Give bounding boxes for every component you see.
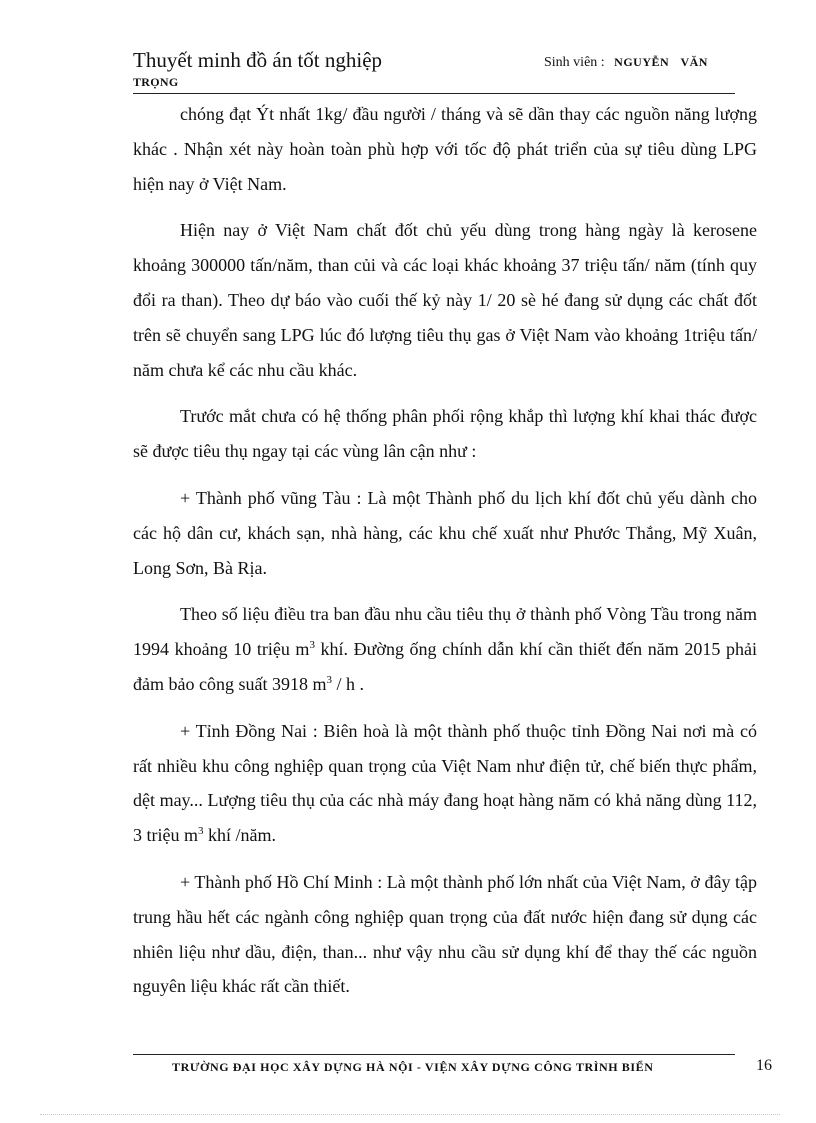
student-name: NGUYỄN VĂN	[614, 55, 708, 69]
p5-part-b: khí. Đường ống chính dẫn khí cần thiết đến năm 2015 phải đảm bảo công suất 3918 m	[133, 639, 757, 694]
footer-institution: TRƯỜNG ĐẠI HỌC XÂY DỰNG HÀ NỘI - VIỆN XÂY DỰNG CÔNG TRÌNH BIỂN	[172, 1060, 654, 1074]
footer-rule	[133, 1054, 735, 1055]
paragraph-6	[133, 714, 757, 853]
page-bottom-border	[40, 1114, 780, 1115]
p5-part-c: / h .	[331, 673, 364, 694]
paragraph-2: Hiện nay ở Việt Nam chất đốt chủ yếu dùng trong hàng ngày là kerosene khoảng 300000 tấn/năm, than củi và các loại khác khoảng 37 triệu tấn/ năm (tính quy đổi ra than). Theo dự báo vào cuối thế kỷ này 1/ 20 sè hé đang sử dụng các chất đốt trên sẽ chuyển sang LPG lúc đó lượng tiêu thụ gas ở Việt Nam vào khoảng 1triệu tấn/ năm chưa kể các nhu cầu khác.	[133, 220, 757, 380]
paragraph-7: + Thành phố Hồ Chí Minh : Là một thành phố lớn nhất của Việt Nam, ở đây tập trung hầu hết các ngành công nghiệp quan trọng của đất nước hiện đang sử dụng các nhiên liệu như dầu, điện, than... như vậy nhu cầu sử dụng khí để thay thế các nguồn nguyên liệu khác rất cần thiết.	[133, 871, 757, 997]
header-title: Thuyết minh đồ án tốt nghiệp	[133, 48, 383, 72]
student-name-cont: TRỌNG	[133, 75, 179, 89]
p5-sup-2: 3	[326, 673, 332, 686]
student-label: Sinh viên :	[544, 55, 605, 70]
body-text	[133, 97, 757, 1016]
p6-sup: 3	[198, 825, 204, 838]
paragraph-1: chóng đạt Ýt nhất 1kg/ đầu người / tháng và sẽ dần thay các nguồn năng lượng khác . Nhận xét này hoàn toàn phù hợp với tốc độ phát triển của sự tiêu dùng LPG hiện nay ở Việt Nam.	[133, 104, 757, 194]
header-student	[544, 55, 708, 71]
header-rule	[133, 93, 735, 94]
page-number: 16	[756, 1057, 772, 1074]
p5-part-a: Theo số liệu điều tra ban đầu nhu cầu tiêu thụ ở thành phố Vòng Tầu trong năm 1994 khoảng 10 triệu m	[133, 604, 757, 660]
paragraph-4: + Thành phố vũng Tàu : Là một Thành phố du lịch khí đốt chủ yếu dành cho các hộ dân cư, khách sạn, nhà hàng, các khu chế xuất như Phước Thắng, Mỹ Xuân, Long Sơn, Bà Rịa.	[133, 487, 757, 578]
paragraph-5	[133, 597, 757, 701]
paragraph-3: Trước mắt chưa có hệ thống phân phối rộng khắp thì lượng khí khai thác được sẽ được tiêu thụ ngay tại các vùng lân cận như :	[133, 406, 757, 462]
p6-part-b: khí /năm.	[203, 825, 276, 846]
p6-part-a: + Tỉnh Đồng Nai : Biên hoà là một thành phố thuộc tỉnh Đồng Nai nơi mà có rất nhiều khu công nghiệp quan trọng của Việt Nam như điện tử, chế biến thực phẩm, dệt may... Lượng tiêu thụ của các nhà máy đang hoạt hàng năm có khả năng dùng 112, 3 triệu m	[133, 720, 757, 846]
p5-sup-1: 3	[309, 639, 315, 652]
